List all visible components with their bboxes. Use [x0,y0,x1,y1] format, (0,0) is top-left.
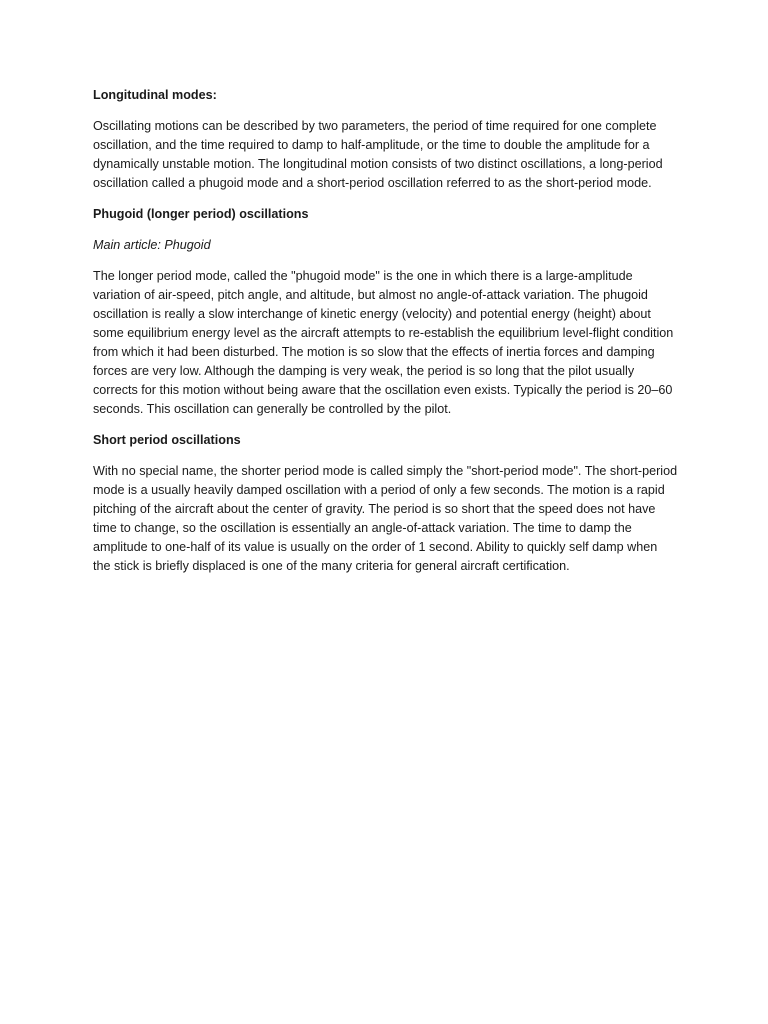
paragraph-short-period: With no special name, the shorter period mode is called simply the "short-period mode". The short-period mode is a usually heavily damped oscillation with a period of only a few seconds. The motion is a rapid pitching of the aircraft about the center of gravity. The period is so short that the speed does not have time to change, so the oscillation is essentially an angle-of-attack variation. The time to damp the amplitude to one-half of its value is usually on the order of 1 second. Ability to quickly self damp when the stick is briefly displaced is one of the many criteria for general aircraft certification. [93,464,678,573]
document-body [93,86,678,588]
main-article-note: Main article: Phugoid [93,238,211,252]
heading-short-period: Short period oscillations [93,433,241,447]
heading-phugoid: Phugoid (longer period) oscillations [93,207,309,221]
paragraph-intro: Oscillating motions can be described by two parameters, the period of time required for one complete oscillation, and the time required to damp to half-amplitude, or the time to double the amplitude for a dynamically unstable motion. The longitudinal motion consists of two distinct oscillations, a long-period oscillation called a phugoid mode and a short-period oscillation referred to as the short-period mode. [93,119,663,190]
heading-longitudinal-modes: Longitudinal modes: [93,88,217,102]
paragraph-phugoid: The longer period mode, called the "phugoid mode" is the one in which there is a large-amplitude variation of air-speed, pitch angle, and altitude, but almost no angle-of-attack variation. The phugoid oscillation is really a slow interchange of kinetic energy (velocity) and potential energy (height) about some equilibrium energy level as the aircraft attempts to re-establish the equilibrium level-flight condition from which it had been disturbed. The motion is so slow that the effects of inertia forces and damping forces are very low. Although the damping is very weak, the period is so long that the pilot usually corrects for this motion without being aware that the oscillation even exists. Typically the period is 20–60 seconds. This oscillation can generally be controlled by the pilot. [93,269,674,416]
